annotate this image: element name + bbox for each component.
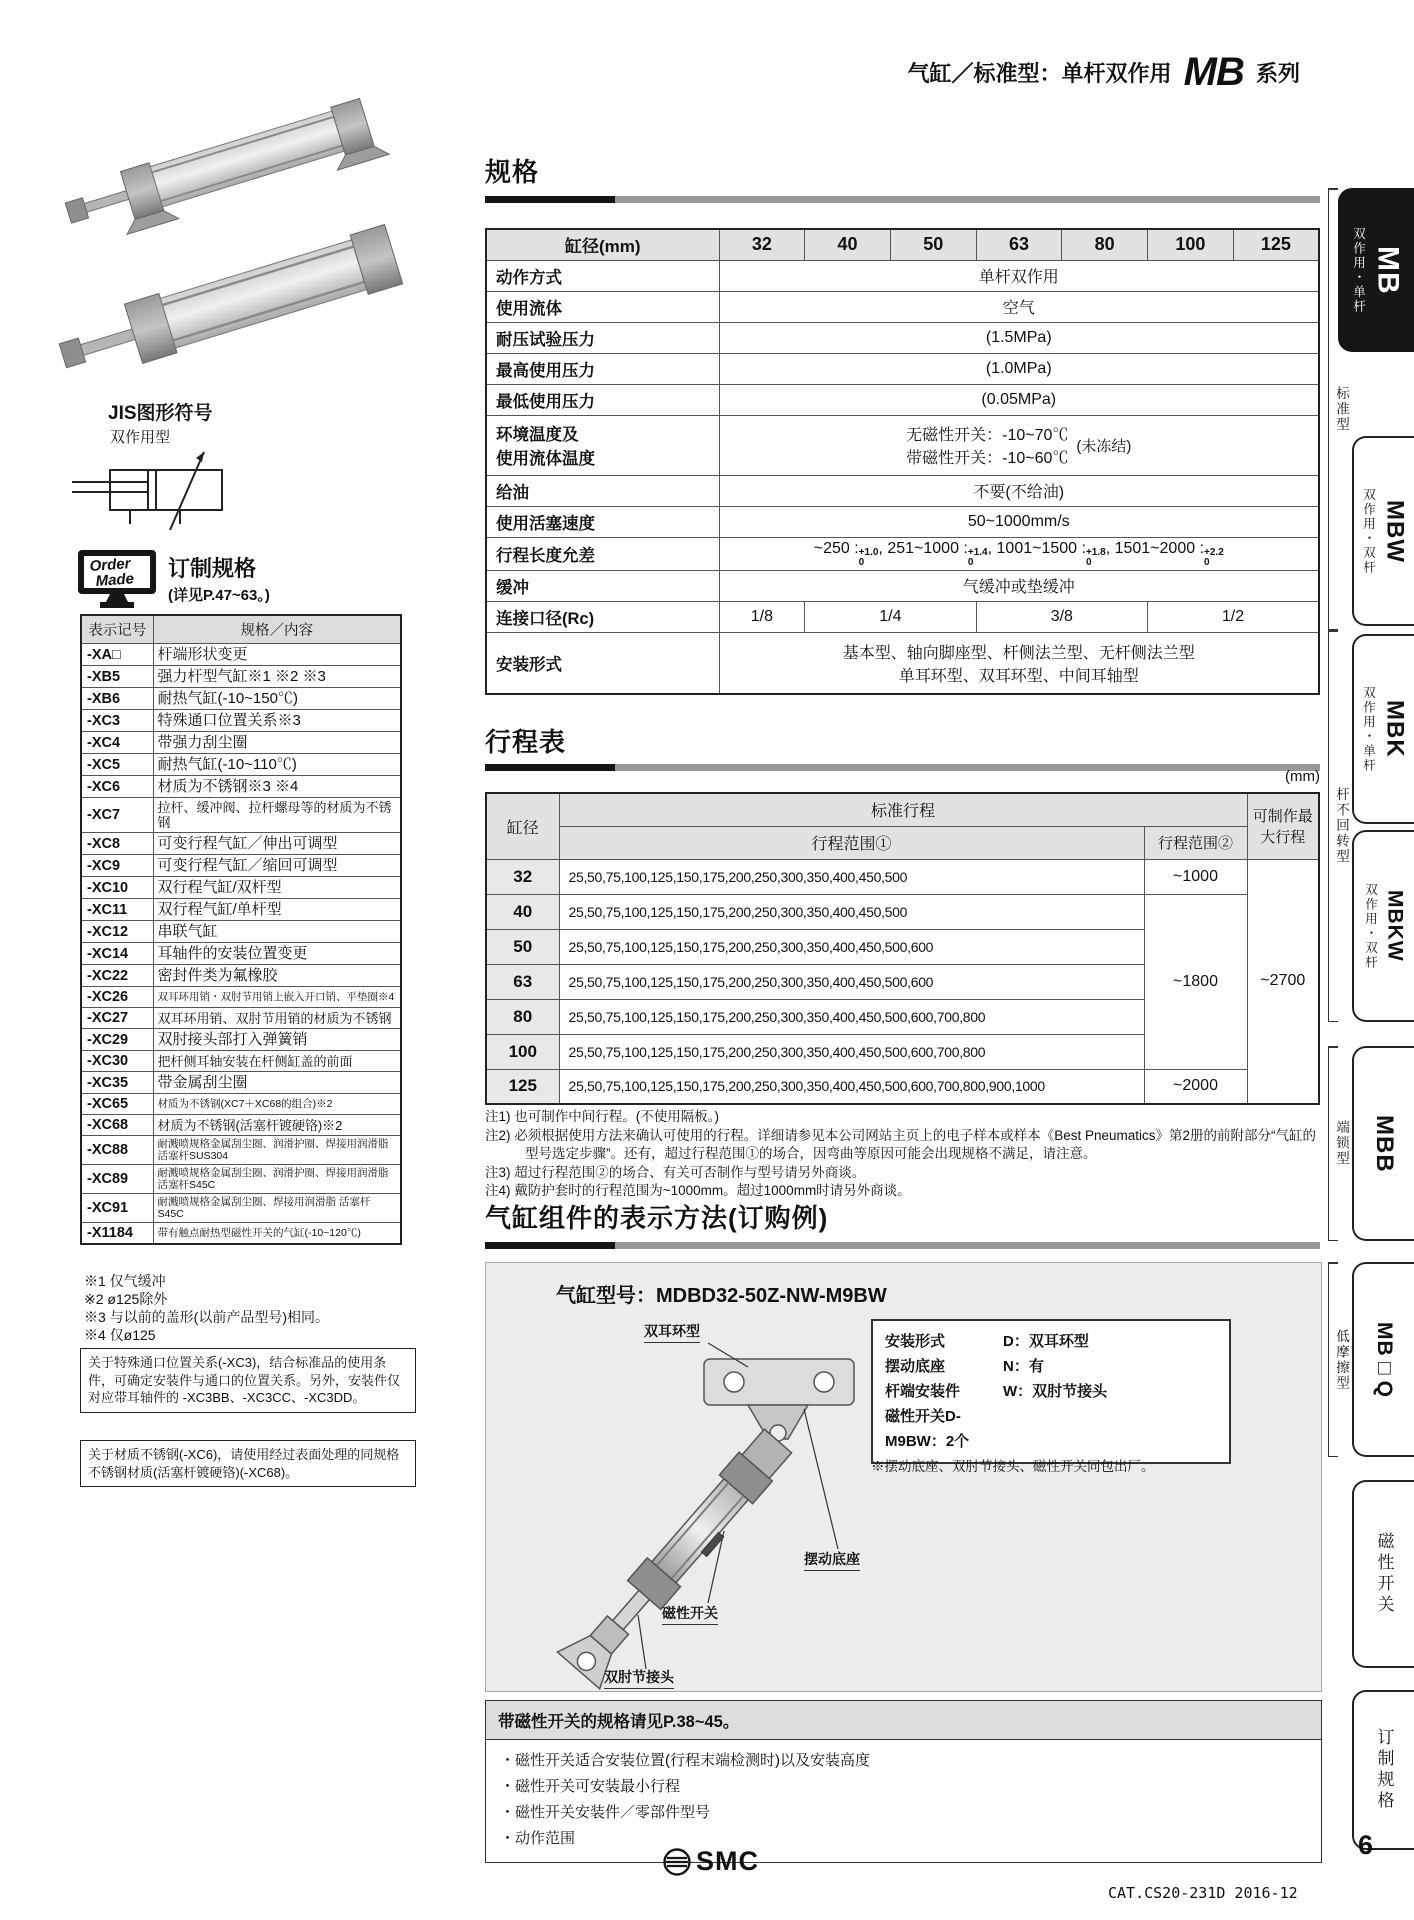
sidebar-group-low-friction: 低摩擦型 [1328,1262,1353,1457]
ordering-info-box [871,1319,1231,1464]
sidebar-group-standard: 标准型 [1328,188,1353,630]
bore-50: 50 [890,229,976,260]
stroke-row-63: 63 25,50,75,100,125,150,175,200,250,300,350,400,450,500,600 [486,964,1319,999]
spec-section-title: 规格 [485,157,540,187]
ordering-info-row: 安装形式 D：双耳环型 [885,1333,1089,1350]
order-desc: 双行程气缸/双杆型 [153,877,401,899]
catalog-number: CAT.CS20-231D 2016-12 [1108,1884,1298,1902]
order-made-row [81,877,401,899]
sidebar-tab-mbkw[interactable]: 双作用・双杆 MBKW [1352,830,1414,1022]
smc-logo: SMC [662,1846,759,1877]
order-made-col-desc: 规格／内容 [153,615,401,644]
order-code: -XC7 [81,798,153,833]
product-photo [55,80,415,400]
order-desc: 特殊通口位置关系※3 [153,710,401,732]
sidebar-tab-mbb[interactable]: MBB [1352,1046,1414,1241]
footnote: ※4 仅ø125 [84,1327,156,1343]
xc6-note-box: 关于材质不锈钢(-XC6)，请使用经过表面处理的同规格不锈钢材质(活塞杆镀硬铬)(-XC68)。 [80,1440,416,1487]
order-desc: 杆端形状变更 [153,644,401,666]
order-made-col-code: 表示记号 [81,615,153,644]
order-code: -XC9 [81,855,153,877]
order-desc: 双耳环用销・双肘节用销上嵌入开口销、平垫圈※4 [153,987,401,1008]
jis-double-acting-symbol [70,448,230,538]
order-made-row [81,732,401,754]
sidebar-tab-auto-switch[interactable]: 磁性开关 [1352,1480,1414,1668]
order-desc: 耐热气缸(-10~150℃) [153,688,401,710]
callout-double-knuckle: 双肘节接头 [604,1667,674,1689]
order-code: -XC91 [81,1194,153,1223]
stroke-col-range2: 行程范围② [1144,826,1247,859]
spec-row-piston-speed: 使用活塞速度 50~1000mm/s [486,506,1319,537]
pack-note: ※摆动底座、双肘节接头、磁性开关同包出厂。 [871,1459,1155,1474]
order-code: -XC14 [81,943,153,965]
order-made-row [81,833,401,855]
order-desc: 耐溅喷规格金属刮尘圈、润滑护圈、焊接用润滑脂 活塞杆S45C [153,1165,401,1194]
sidebar-tab-mbq[interactable]: MB□Q [1352,1262,1414,1457]
stroke-section-title: 行程表 [485,727,567,757]
order-desc: 带有触点耐热型磁性开关的气缸(-10~120℃) [153,1223,401,1245]
order-code: -XC3 [81,710,153,732]
smc-logo-icon [662,1847,692,1877]
stroke-header-row1 [486,793,1319,826]
stroke-tolerance-value: ~250 : +1.0 0 , 251~1000 : +1.4 0 , 1001~1500 : +1.8 0 , 1501~2000 : +2.2 0 [719,537,1319,570]
order-made-row [81,644,401,666]
order-made-row [81,754,401,776]
order-made-row [81,1194,401,1223]
temp-with-switch: 带磁性开关：-10~60℃ [906,450,1069,467]
page-title-suffix: 系列 [1255,61,1300,86]
stroke-row-32: 32 25,50,75,100,125,150,175,200,250,300,350,400,450,500 ~1000 ~2700 [486,859,1319,894]
order-code: -XC8 [81,833,153,855]
spec-row-temperature [486,415,1319,475]
spec-row-fluid: 使用流体 空气 [486,291,1319,322]
auto-switch-info-box [485,1700,1322,1863]
stroke-note: 注1) 也可制作中间行程。(不使用隔板。) [485,1109,719,1124]
stroke-note: 注3) 超过行程范围②的场合、有关可否制作与型号请另外商谈。 [485,1164,866,1180]
order-desc: 密封件类为氟橡胶 [153,965,401,987]
order-made-row [81,710,401,732]
order-desc: 双耳环用销、双肘节用销的材质为不锈钢 [153,1008,401,1029]
spec-row-lubrication: 给油 不要(不给油) [486,475,1319,506]
sidebar-tab-mbk[interactable]: 双作用・单杆 MBK [1352,634,1414,824]
jis-symbol-title: JIS图形符号 [108,403,213,424]
mounting-line1: 基本型、轴向脚座型、杆侧法兰型、无杆侧法兰型 [842,644,1195,662]
order-made-row [81,1115,401,1136]
order-desc: 带强力刮尘圈 [153,732,401,754]
callout-double-clevis: 双耳环型 [644,1321,700,1343]
port-40-50: 1/4 [805,601,976,632]
series-name: MB [1183,50,1244,94]
order-code: -XC4 [81,732,153,754]
order-code: -XC27 [81,1008,153,1029]
order-made-row [81,899,401,921]
ordering-section-title: 气缸组件的表示方法(订购例) [485,1203,829,1233]
page-title [420,50,1300,95]
order-desc: 可变行程气缸／缩回可调型 [153,855,401,877]
page-number: 6 [1358,1830,1374,1860]
order-made-row [81,965,401,987]
port-63-80: 3/8 [976,601,1147,632]
spec-row-action: 动作方式 单杆双作用 [486,260,1319,291]
order-code: -XC35 [81,1072,153,1094]
bore-40: 40 [805,229,891,260]
auto-switch-info-item: ・磁性开关适合安装位置(行程末端检测时)以及安装高度 [500,1752,870,1769]
sidebar-tab-mb[interactable]: 双作用・单杆 MB [1338,188,1414,352]
order-made-row [81,798,401,833]
order-made-title: 订制规格 [168,556,257,581]
order-desc: 串联气缸 [153,921,401,943]
order-code: -XC22 [81,965,153,987]
order-code: -XB5 [81,666,153,688]
sidebar-group-end-lock: 端锁型 [1328,1046,1353,1241]
ordering-section-bar [485,1242,1320,1249]
spec-row-mounting: 安装形式 基本型、轴向脚座型、杆侧法兰型、无杆侧法兰型 单耳环型、双耳环型、中间耳轴型 [486,632,1319,694]
stroke-section-bar [485,764,1320,771]
order-code: -XC12 [81,921,153,943]
order-desc: 强力杆型气缸※1 ※2 ※3 [153,666,401,688]
order-code: -XC89 [81,1165,153,1194]
spec-row-min-pressure: 最低使用压力 (0.05MPa) [486,384,1319,415]
order-made-row [81,1029,401,1051]
port-32: 1/8 [719,601,805,632]
order-made-row [81,1051,401,1072]
order-made-row [81,688,401,710]
footnote: ※1 仅气缓冲 [84,1273,166,1289]
order-code: -XC68 [81,1115,153,1136]
stroke-header-row2 [486,826,1319,859]
stroke-row-100: 100 25,50,75,100,125,150,175,200,250,300,350,400,450,500,600,700,800 [486,1034,1319,1069]
cylinder-model-number: 气缸型号：MDBD32-50Z-NW-M9BW [556,1285,887,1307]
port-100-125: 1/2 [1148,601,1319,632]
order-made-row [81,1223,401,1245]
order-desc: 拉杆、缓冲阀、拉杆螺母等的材质为不锈钢 [153,798,401,833]
stroke-table [485,792,1320,1105]
auto-switch-info-item: ・磁性开关可安装最小行程 [500,1778,681,1795]
order-made-header-row [81,615,401,644]
order-made-row [81,921,401,943]
range2-40-100: ~1800 [1144,894,1247,1069]
order-made-row [81,1136,401,1165]
order-desc: 耐溅喷规格金属刮尘圈、润滑护圈、焊接用润滑脂 活塞杆SUS304 [153,1136,401,1165]
bore-63: 63 [976,229,1062,260]
order-made-row [81,1008,401,1029]
bore-header: 缸径(mm) [486,229,719,260]
order-code: -X1184 [81,1223,153,1245]
max-stroke-value: ~2700 [1247,859,1319,1104]
ordering-info-row: 杆端安装件 W：双肘节接头 [885,1383,1108,1400]
order-made-row [81,855,401,877]
order-code: -XC65 [81,1094,153,1115]
auto-switch-info-title: 带磁性开关的规格请见P.38~45。 [486,1701,1321,1740]
sidebar-tab-mbw[interactable]: 双作用・双杆 MBW [1352,436,1414,626]
callout-auto-switch: 磁性开关 [662,1603,718,1625]
order-made-row [81,1094,401,1115]
order-made-table [80,614,402,1245]
order-desc: 双行程气缸/单杆型 [153,899,401,921]
xc3-note-box: 关于特殊通口位置关系(-XC3)，结合标准品的使用条件，可确定安装件与通口的位置关系。另外，安装件仅对应带耳轴件的 -XC3BB、-XC3CC、-XC3DD。 [80,1348,416,1413]
spec-section-bar [485,196,1320,203]
order-code: -XC10 [81,877,153,899]
temp-label-line1: 环境温度及 [496,426,579,444]
stroke-row-50: 50 25,50,75,100,125,150,175,200,250,300,350,400,450,500,600 [486,929,1319,964]
spec-row-proof-pressure: 耐压试验压力 (1.5MPa) [486,322,1319,353]
auto-switch-info-item: ・磁性开关安装件／零部件型号 [500,1804,711,1821]
spec-row-stroke-tolerance: 行程长度允差 ~250 : +1.0 0 , 251~1000 : +1.4 0 , 1001~1500 : +1.8 0 , 1501~2000 : +2.2 0 [486,537,1319,570]
ordering-example-panel [485,1262,1322,1692]
temp-without-switch: 无磁性开关：-10~70℃ [906,427,1069,444]
stroke-row-125: 125 25,50,75,100,125,150,175,200,250,300,350,400,450,500,600,700,800,900,1000 ~2000 [486,1069,1319,1104]
stroke-unit-label: (mm) [1285,768,1320,785]
bore-100: 100 [1148,229,1234,260]
order-desc: 材质为不锈钢(XC7＋XC68的组合)※2 [153,1094,401,1115]
order-made-row [81,1165,401,1194]
order-made-row [81,987,401,1008]
stroke-col-standard: 标准行程 [559,793,1247,826]
order-desc: 把杆侧耳轴安装在杆侧缸盖的前面 [153,1051,401,1072]
temp-label-line2: 使用流体温度 [496,450,595,468]
page-title-prefix: 气缸／标准型：单杆双作用 [907,61,1172,86]
order-desc: 材质为不锈钢※3 ※4 [153,776,401,798]
temp-note: (未冻结) [1076,437,1132,455]
order-code: -XC26 [81,987,153,1008]
order-made-subtitle: (详见P.47~63。) [168,587,270,604]
order-desc: 耳轴件的安装位置变更 [153,943,401,965]
footnote: ※3 与以前的盖形(以前产品型号)相同。 [84,1309,329,1325]
order-desc: 带金属刮尘圈 [153,1072,401,1094]
order-made-icon [76,548,162,610]
footnote: ※2 ø125除外 [84,1291,168,1307]
order-code: -XC30 [81,1051,153,1072]
stroke-col-bore: 缸径 [486,793,559,859]
sidebar-group-non-rotating: 杆不回转型 [1328,630,1353,1022]
sidebar-tab-made-to-order[interactable]: 订制规格 [1352,1690,1414,1850]
svg-text:Order: Order [89,555,132,575]
spec-row-max-pressure: 最高使用压力 (1.0MPa) [486,353,1319,384]
ordering-info-row: 摆动底座 N：有 [885,1358,1044,1375]
jis-symbol-subtitle: 双作用型 [110,429,171,446]
order-code: -XC5 [81,754,153,776]
stroke-row-80: 80 25,50,75,100,125,150,175,200,250,300,350,400,450,500,600,700,800 [486,999,1319,1034]
order-code: -XC88 [81,1136,153,1165]
stroke-col-range1: 行程范围① [559,826,1144,859]
spec-table [485,228,1320,695]
spec-header-row [486,229,1319,260]
callout-swivel-base: 摆动底座 [804,1549,860,1571]
order-desc: 耐热气缸(-10~110℃) [153,754,401,776]
spec-row-port-size: 连接口径(Rc) 1/8 1/4 3/8 1/2 [486,601,1319,632]
stroke-row-40: 40 25,50,75,100,125,150,175,200,250,300,350,400,450,500 ~1800 [486,894,1319,929]
range2-32: ~1000 [1144,859,1247,894]
stroke-note: 注2) 必须根据使用方法来确认可使用的行程。详细请参见本公司网站主页上的电子样本或样本《Best Pneumatics》第2册的前附部分“气缸的型号选定步骤”。还有，超过行程范围①的场合，因弯曲等原因可能会出现规格不满足，请注意。 [485,1127,1317,1161]
bore-32: 32 [719,229,805,260]
order-code: -XB6 [81,688,153,710]
order-made-row [81,1072,401,1094]
order-made-row [81,943,401,965]
bore-80: 80 [1062,229,1148,260]
stroke-note: 注4) 戴防护套时的行程范围为~1000mm。超过1000mm时请另外商谈。 [485,1183,911,1198]
bore-125: 125 [1233,229,1319,260]
order-desc: 耐溅喷规格金属刮尘圈、焊接用润滑脂 活塞杆S45C [153,1194,401,1223]
order-desc: 材质为不锈钢(活塞杆镀硬铬)※2 [153,1115,401,1136]
stroke-notes [485,1108,1325,1201]
order-made-row [81,776,401,798]
spec-row-cushion: 缓冲 气缓冲或垫缓冲 [486,570,1319,601]
auto-switch-info-item: ・动作范围 [500,1830,576,1847]
order-code: -XC11 [81,899,153,921]
order-made-footnotes [84,1272,329,1344]
order-code: -XC29 [81,1029,153,1051]
svg-text:Made: Made [95,570,135,590]
stroke-col-max: 可制作最大行程 [1247,793,1319,859]
ordering-info-row: 磁性开关D-M9BW：2个 [885,1408,970,1450]
range2-125: ~2000 [1144,1069,1247,1104]
order-desc: 可变行程气缸／伸出可调型 [153,833,401,855]
order-code: -XC6 [81,776,153,798]
order-made-row [81,666,401,688]
order-desc: 双肘接头部打入弹簧销 [153,1029,401,1051]
mounting-line2: 单耳环型、双耳环型、中间耳轴型 [898,667,1139,685]
order-code: -XA□ [81,644,153,666]
